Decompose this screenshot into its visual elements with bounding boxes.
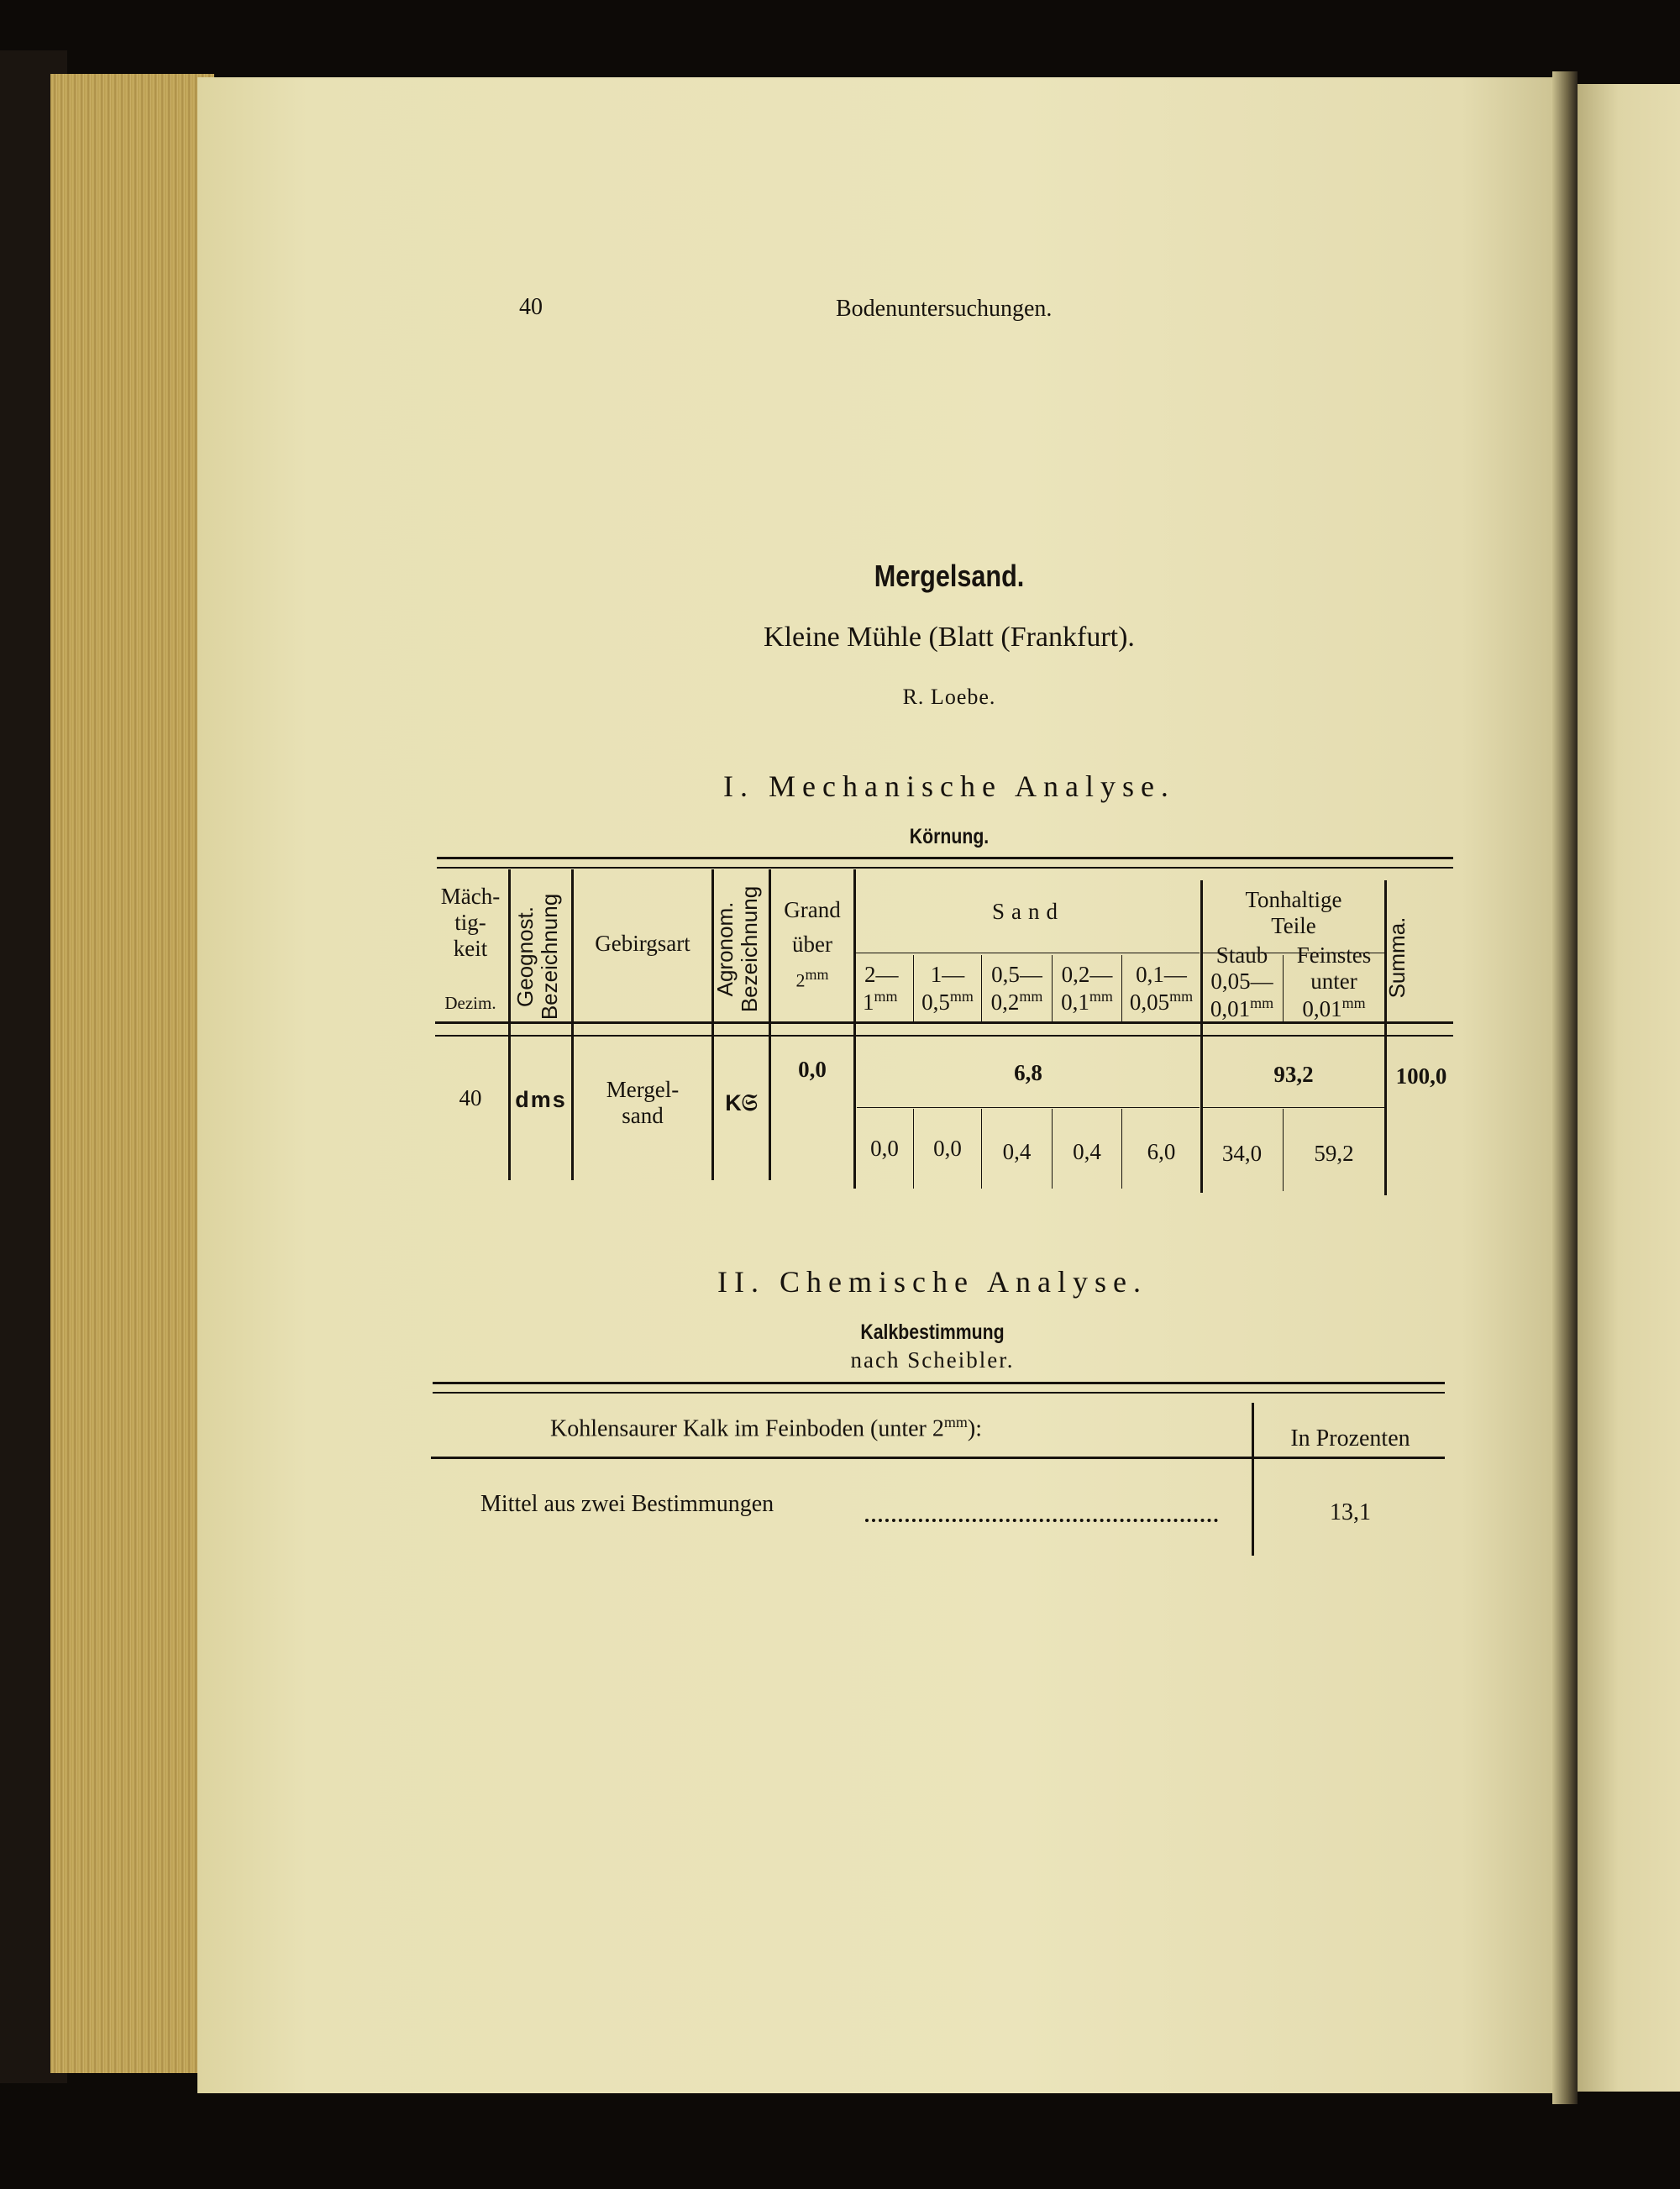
table1-header-rule-2 [435,1035,1453,1037]
cell-maechtigkeit: 40 [459,1085,482,1110]
sand-sub-to: 0,05 [1129,990,1170,1016]
table2-top-rule-2 [433,1392,1445,1394]
header-feinstes-line: unter [1310,969,1357,995]
mm-unit: mm [874,988,898,1005]
table2-header-rule [431,1457,1445,1459]
cell-sand-total: 6,8 [1014,1060,1042,1085]
header-grand [771,897,853,991]
header-sand-sub [856,962,913,1016]
running-title: Bodenuntersuchungen. [836,296,1053,322]
location-line: Kleine Mühle (Blatt (Frankfurt). [764,622,1135,653]
mm-unit: mm [1341,995,1366,1012]
header-staub-line: Staub [1215,942,1268,968]
cell-ton-value: 59,2 [1314,1141,1354,1166]
table1-top-rule-2 [437,867,1453,869]
cell-summa: 100,0 [1395,1063,1447,1089]
header-maechtigkeit-line: Mäch- [440,884,501,909]
header-grand-value: 2 [795,969,806,991]
page-edges [50,74,214,2073]
cell-sand-value: 0,0 [870,1136,899,1161]
sand-sub-to: 0,1 [1061,990,1089,1016]
header-geognost-line: Geognost. [512,906,538,1007]
mm-unit: mm [1250,995,1274,1012]
header-sand-sub [1053,962,1121,1016]
cell-geognost: dms [515,1087,567,1112]
ton-body-rule [1203,1107,1386,1108]
mm-unit: mm [1019,988,1043,1005]
table2-header-right: In Prozenten [1290,1425,1410,1451]
section-chemische-method: nach Scheibler. [850,1347,1015,1373]
cell-ton-value: 34,0 [1221,1141,1263,1166]
mm-unit: mm [805,966,829,984]
cell-grand: 0,0 [798,1057,827,1082]
table2-header-left [550,1414,1247,1442]
cell-sand-value: 0,4 [1073,1139,1101,1164]
header-tonhaltige [1203,887,1384,939]
mm-unit: mm [949,988,974,1005]
sand-sub-to: 0,5 [921,990,950,1016]
header-agronom [713,865,767,1033]
header-feinstes [1284,942,1384,1022]
table2-header-left-end: ): [967,1415,983,1442]
table2-col-rule [1252,1403,1254,1556]
header-sand: Sand [992,899,1064,924]
table2-leader-dots [865,1519,1218,1522]
sand-sub-to: 0,2 [990,990,1020,1016]
cell-agronom: K𝔖 [725,1090,758,1115]
cell-ton-total: 93,2 [1273,1062,1314,1087]
next-page [1578,84,1680,2092]
header-gebirgsart: Gebirgsart [595,931,690,956]
header-agronom-line: Bezeichnung [736,885,762,1013]
table2-row-label: Mittel aus zwei Bestimmungen [480,1491,774,1517]
table2-header-left-text: Kohlensaurer Kalk im Feinboden (unter 2 [550,1415,944,1442]
gutter [1552,71,1578,2104]
header-geognost-line: Bezeichnung [536,893,562,1021]
sand-sub-from: 0,2— [1061,962,1113,987]
cell-gebirgsart-line: Mergel- [606,1077,680,1102]
header-staub-line: 0,05— [1210,969,1273,995]
section-mechanische-heading: I. Mechanische Analyse. [723,769,1175,803]
sand-sub-from: 2— [864,962,899,987]
header-agronom-line: Agronom. [712,901,738,997]
cell-sand-value: 0,4 [1002,1139,1032,1164]
header-tonhaltige-line: Tonhaltige [1245,887,1342,912]
mm-unit: mm [1089,988,1113,1005]
table1-col-rule [571,869,574,1180]
cell-sand-value: 6,0 [1147,1139,1176,1164]
header-maechtigkeit-line: tig- [454,910,486,936]
section-chemische-subheading: Kalkbestimmung [860,1320,1005,1344]
author-line: R. Loebe. [902,685,996,709]
table1-top-rule [437,857,1453,859]
table2-row-value: 13,1 [1330,1499,1371,1525]
header-sand-sub [1122,962,1200,1016]
table2-top-rule [433,1382,1445,1384]
cell-gebirgsart-line: sand [622,1103,664,1129]
header-summa: Summa. [1384,916,1410,999]
cell-sand-value: 0,0 [933,1136,962,1161]
table1-col-rule [508,869,511,1180]
mm-unit: mm [1169,988,1194,1005]
sand-sub-from: 0,1— [1136,962,1187,987]
sand-sub-from: 0,5— [991,962,1042,987]
header-feinstes-line: 0,01 [1302,996,1342,1022]
section-mechanische-subheading: Körnung. [909,825,990,848]
sand-sub-to: 1 [863,990,874,1016]
header-maechtigkeit-line: keit [453,936,488,962]
header-maechtigkeit [433,884,508,962]
page-number: 40 [519,294,543,320]
document-title: Mergelsand. [874,559,1025,593]
header-sand-sub [914,962,981,1016]
header-grand-unit [771,966,853,991]
sand-sub-from: 1— [930,962,965,987]
header-staub [1201,942,1283,1022]
header-tonhaltige-line: Teile [1271,913,1316,939]
header-feinstes-line: Feinstes [1296,942,1372,968]
cell-gebirgsart [574,1077,711,1129]
sand-body-rule [857,1107,1200,1108]
section-chemische-heading: II. Chemische Analyse. [717,1265,1147,1299]
mm-unit: mm [943,1414,968,1430]
header-grand-line: über [792,932,832,958]
header-sand-sub [982,962,1052,1016]
header-maechtigkeit-unit: Dezim. [444,993,496,1013]
header-grand-line: Grand [784,897,841,922]
header-staub-line: 0,01 [1210,996,1251,1022]
header-geognost [513,881,567,1032]
